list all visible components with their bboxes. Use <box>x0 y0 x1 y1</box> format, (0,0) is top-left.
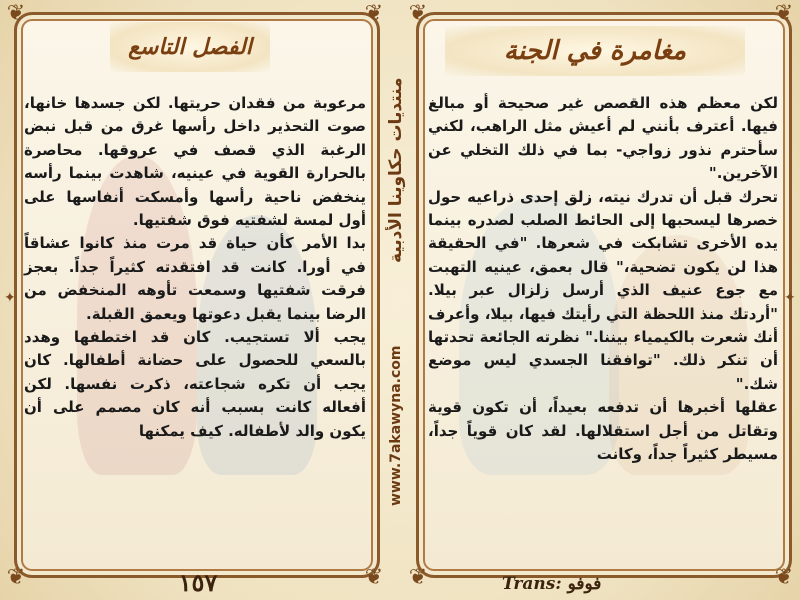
paragraph: يجب ألا تستجيب. كان قد اختطفها وهدد بالسعي للحصول على حضانة أطفالها. كان يجب أن تكره شجاعته، ذكرت نفسها. لكن أفعاله كانت بسبب أنه كان مصمم على أن يكون والد لأطفاله. كيف يمكنها <box>24 328 366 440</box>
translator-name: فوفو <box>567 574 602 594</box>
chapter-title <box>110 22 270 72</box>
ornament-icon: ❦ <box>408 565 428 590</box>
ornament-icon: ❦ <box>6 565 26 590</box>
left-text-column <box>24 92 366 552</box>
page-number: ١٥٧ <box>178 568 218 597</box>
website-url[interactable]: www.7akawyna.com <box>388 345 404 507</box>
ornament-icon: ✦ <box>4 290 16 306</box>
chapter-title-text: الفصل التاسع <box>128 34 252 60</box>
ornament-icon: ❦ <box>364 1 384 26</box>
center-gutter <box>376 40 416 560</box>
paragraph: لكن معظم هذه القصص غير صحيحة أو مبالغ فيها. أعترف بأنني لم أعيش مثل الراهب، لكني سأحترم نذور زواجي- بما في ذلك التخلي عن الآخرين." <box>428 94 778 183</box>
book-title <box>445 26 745 76</box>
ornament-icon: ❦ <box>408 1 428 26</box>
translator-credit <box>502 572 652 596</box>
ornament-icon: ❦ <box>364 565 384 590</box>
paragraph: مرعوبة من فقدان حريتها. لكن جسدها خانها، صوت التحذير داخل رأسها غرق من قبل نبض الرغبة الذي قصف في عروقها. محاصرة بالحرارة القوية في عينيه، شاهدت بينما رأسه ينخفض ناحية رأسها وأمسكت أنفاسها على أول لمسة لشفتيه فوق شفتيها. <box>24 94 366 230</box>
paragraph: عقلها أخبرها أن تدفعه بعيداً، أن تكون قوية وتقاتل من أجل استقلالها. لقد كان قوياً جداً، مسيطر كثيراً جداً، وكانت <box>428 398 778 464</box>
forum-name: منتديات حكاوينا الأدبية <box>386 77 406 263</box>
ornament-icon: ❦ <box>774 565 794 590</box>
ornament-icon: ✦ <box>784 290 796 306</box>
trans-label: Trans: <box>502 574 562 594</box>
ornament-icon: ❦ <box>6 1 26 26</box>
book-title-text: مغامرة في الجنة <box>503 36 687 66</box>
right-text-column <box>428 92 778 552</box>
paragraph: بدا الأمر كأن حياة قد مرت منذ كانوا عشاقاً في أورا. كانت قد افتقدته كثيراً جداً. بعجز فرقت شفتيها وسمعت تأوهه المنخفض من الرضا بينما يقبل دعوتها ويعمق القبلة. <box>24 234 366 323</box>
ornament-icon: ❦ <box>774 1 794 26</box>
paragraph: تحرك قبل أن تدرك نيته، زلق إحدى ذراعيه حول خصرها ليسحبها إلى الحائط الصلب لصدره بينما يده الأخرى تشابكت في شعرها. "في الحقيقة هذا لن يكون تضحية،" قال بعمق، عينيه التهبت مع جوع عنيف الذي أرسل زلزال عبر بيلا. "أردتك منذ اللحظة التي رأيتك فيها، بيلا، وأعرف أنك شعرت بالكيمياء بيننا." نظرته الجائعة تحدتها أن تنكر ذلك. "توافقنا الجسدي ليس موضع شك." <box>428 187 778 393</box>
